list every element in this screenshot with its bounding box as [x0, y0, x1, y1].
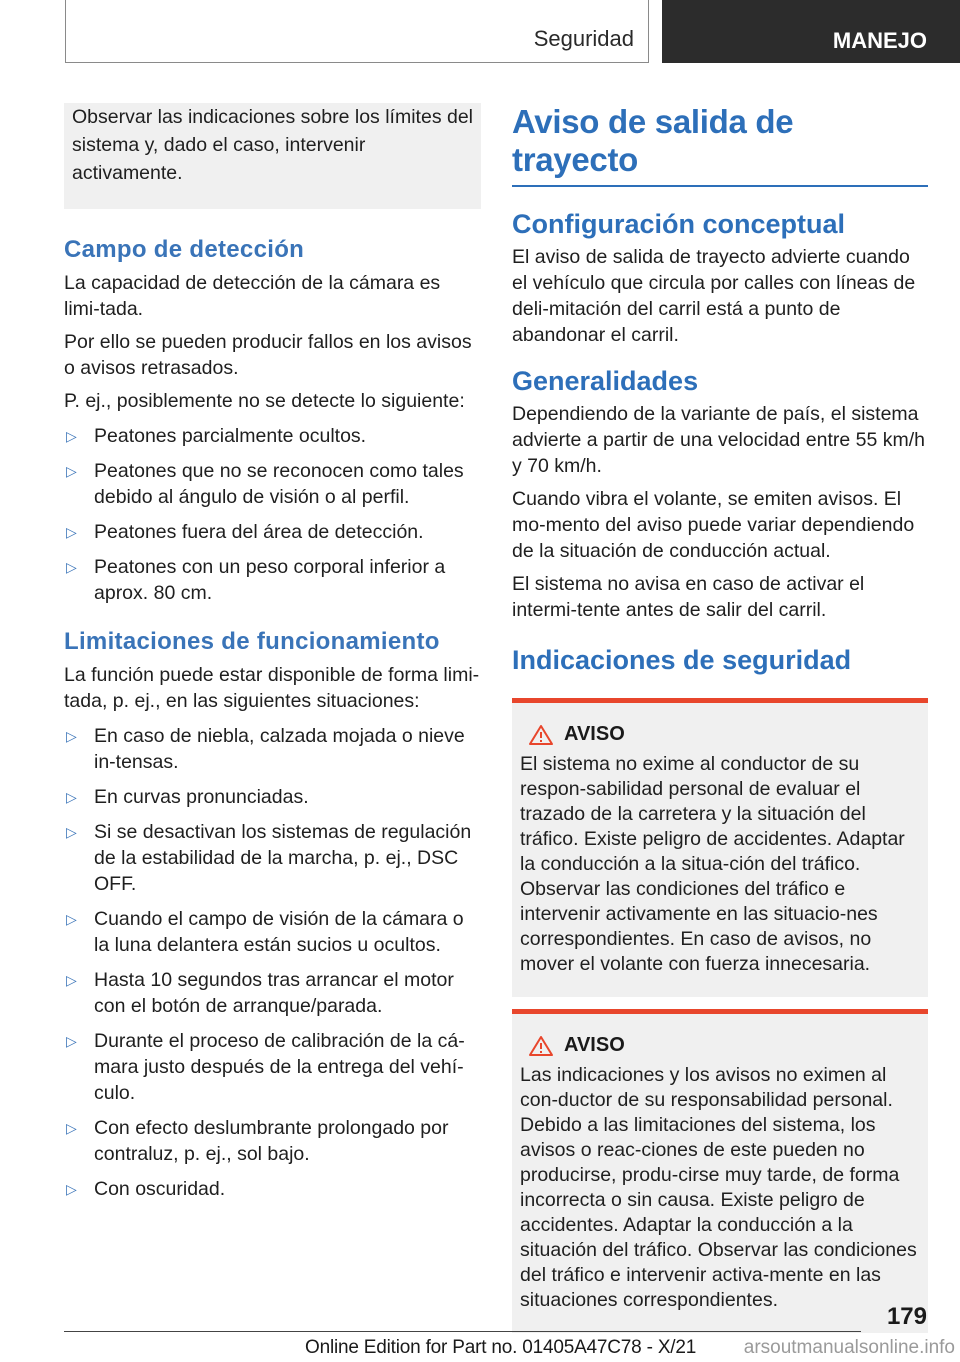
triangle-bullet-icon: ▷: [66, 728, 77, 744]
header-section-box: [65, 0, 649, 63]
triangle-bullet-icon: ▷: [66, 789, 77, 805]
detection-p3: P. ej., posiblemente no se detecte lo siguiente:: [64, 390, 465, 412]
warning-box: [512, 698, 928, 997]
right-column: [512, 103, 928, 1333]
note-box: [64, 103, 481, 209]
list-item: ▷ Con oscuridad.: [66, 1178, 226, 1200]
concept-p1: El aviso de salida de trayecto advierte cuando el vehículo que circula por calles con líneas de deli-mitación del carril está a punto de abandonar el carril.: [512, 246, 916, 346]
triangle-bullet-icon: ▷: [66, 911, 77, 927]
detection-p1: La capacidad de detección de la cámara es limi-tada.: [64, 272, 441, 320]
triangle-bullet-icon: ▷: [66, 463, 77, 479]
list-item: ▷ Peatones parcialmente ocultos.: [66, 425, 367, 447]
general-heading: Generalidades: [512, 366, 699, 396]
warning-triangle-icon: [528, 724, 554, 746]
section-title: Seguridad: [533, 26, 634, 51]
chapter-title: MANEJO: [832, 28, 927, 53]
footer-divider: [64, 1331, 861, 1332]
warning-text: El sistema no exime al conductor de su respon-sabilidad personal de evaluar el trazado de la carretera y la situación del tráfico. Existe peligro de accidentes. Adaptar la conducción a la situa-ción del tráfico. Observar las condiciones del tráfico e intervenir activamente en las situacio-nes correspondientes. En caso de avisos, no mover el volante con fuerza innecesaria.: [520, 753, 905, 975]
warning-triangle-icon: [528, 1035, 554, 1057]
list-item: ▷ Peatones con un peso corporal inferior a aprox. 80 cm.: [66, 556, 446, 604]
triangle-bullet-icon: ▷: [66, 524, 77, 540]
limits-p1: La función puede estar disponible de forma limi-tada, p. ej., en las siguientes situaciones:: [64, 664, 480, 712]
limits-list: [64, 723, 481, 1202]
list-item: ▷ Durante el proceso de calibración de la cá-mara justo después de la entrega del vehí-culo.: [66, 1030, 465, 1104]
concept-heading: Configuración conceptual: [512, 209, 846, 239]
general-p2: Cuando vibra el volante, se emiten avisos. El mo-mento del aviso puede variar dependiendo de la situación de conducción actual.: [512, 488, 915, 562]
detection-list: [64, 423, 481, 606]
list-item: ▷ Con efecto deslumbrante prolongado por contraluz, p. ej., sol bajo.: [66, 1117, 449, 1165]
footer-edition: Online Edition for Part no. 01405A47C78 - X/21: [305, 1337, 697, 1358]
detection-p2: Por ello se pueden producir fallos en los avisos o avisos retrasados.: [64, 331, 472, 379]
triangle-bullet-icon: ▷: [66, 1181, 77, 1197]
warning-label: AVISO: [564, 1034, 625, 1056]
list-item: ▷ En caso de niebla, calzada mojada o nieve in-tensas.: [66, 725, 465, 773]
warning-label: AVISO: [564, 723, 625, 745]
list-item: ▷ Cuando el campo de visión de la cámara o la luna delantera están sucios u ocultos.: [66, 908, 464, 956]
list-item: ▷ Peatones fuera del área de detección.: [66, 521, 424, 543]
footer-watermark-url: arsoutmanualsonline.info: [743, 1337, 955, 1358]
detection-heading: Campo de detección: [64, 236, 305, 263]
triangle-bullet-icon: ▷: [66, 428, 77, 444]
note-text: Observar las indicaciones sobre los límites del sistema y, dado el caso, intervenir activamente.: [72, 106, 474, 184]
list-item: ▷ Hasta 10 segundos tras arrancar el motor con el botón de arranque/parada.: [66, 969, 454, 1017]
safety-heading: Indicaciones de seguridad: [512, 645, 852, 675]
triangle-bullet-icon: ▷: [66, 1120, 77, 1136]
triangle-bullet-icon: ▷: [66, 824, 77, 840]
limits-heading: Limitaciones de funcionamiento: [64, 628, 440, 655]
list-item: ▷ En curvas pronunciadas.: [66, 786, 309, 808]
list-item: ▷ Si se desactivan los sistemas de regulación de la estabilidad de la marcha, p. ej., DSC OFF.: [66, 821, 472, 895]
left-column: [64, 103, 481, 1202]
warning-box: [512, 1009, 928, 1333]
list-item: ▷ Peatones que no se reconocen como tales debido al ángulo de visión o al perfil.: [66, 460, 464, 508]
chapter-tab: [662, 0, 960, 63]
page-number: 179: [886, 1303, 927, 1330]
warning-text: Las indicaciones y los avisos no eximen al con-ductor de su responsabilidad personal. Debido a las limitaciones del sistema, los avisos o reac-ciones de este pueden no producirse, produ-cirse muy tarde, de forma incorrecta o sin causa. Existe peligro de accidentes. Adaptar la conducción a la situación del tráfico. Observar las condiciones del tráfico e intervenir activa-mente en las situaciones correspondientes.: [520, 1064, 917, 1311]
page-title: Aviso de salida de trayecto: [512, 103, 928, 187]
triangle-bullet-icon: ▷: [66, 972, 77, 988]
general-p1: Dependiendo de la variante de país, el sistema advierte a partir de una velocidad entre 55 km/h y 70 km/h.: [512, 403, 925, 477]
triangle-bullet-icon: ▷: [66, 1033, 77, 1049]
triangle-bullet-icon: ▷: [66, 559, 77, 575]
general-p3: El sistema no avisa en caso de activar el intermi-tente antes de salir del carril.: [512, 573, 865, 621]
